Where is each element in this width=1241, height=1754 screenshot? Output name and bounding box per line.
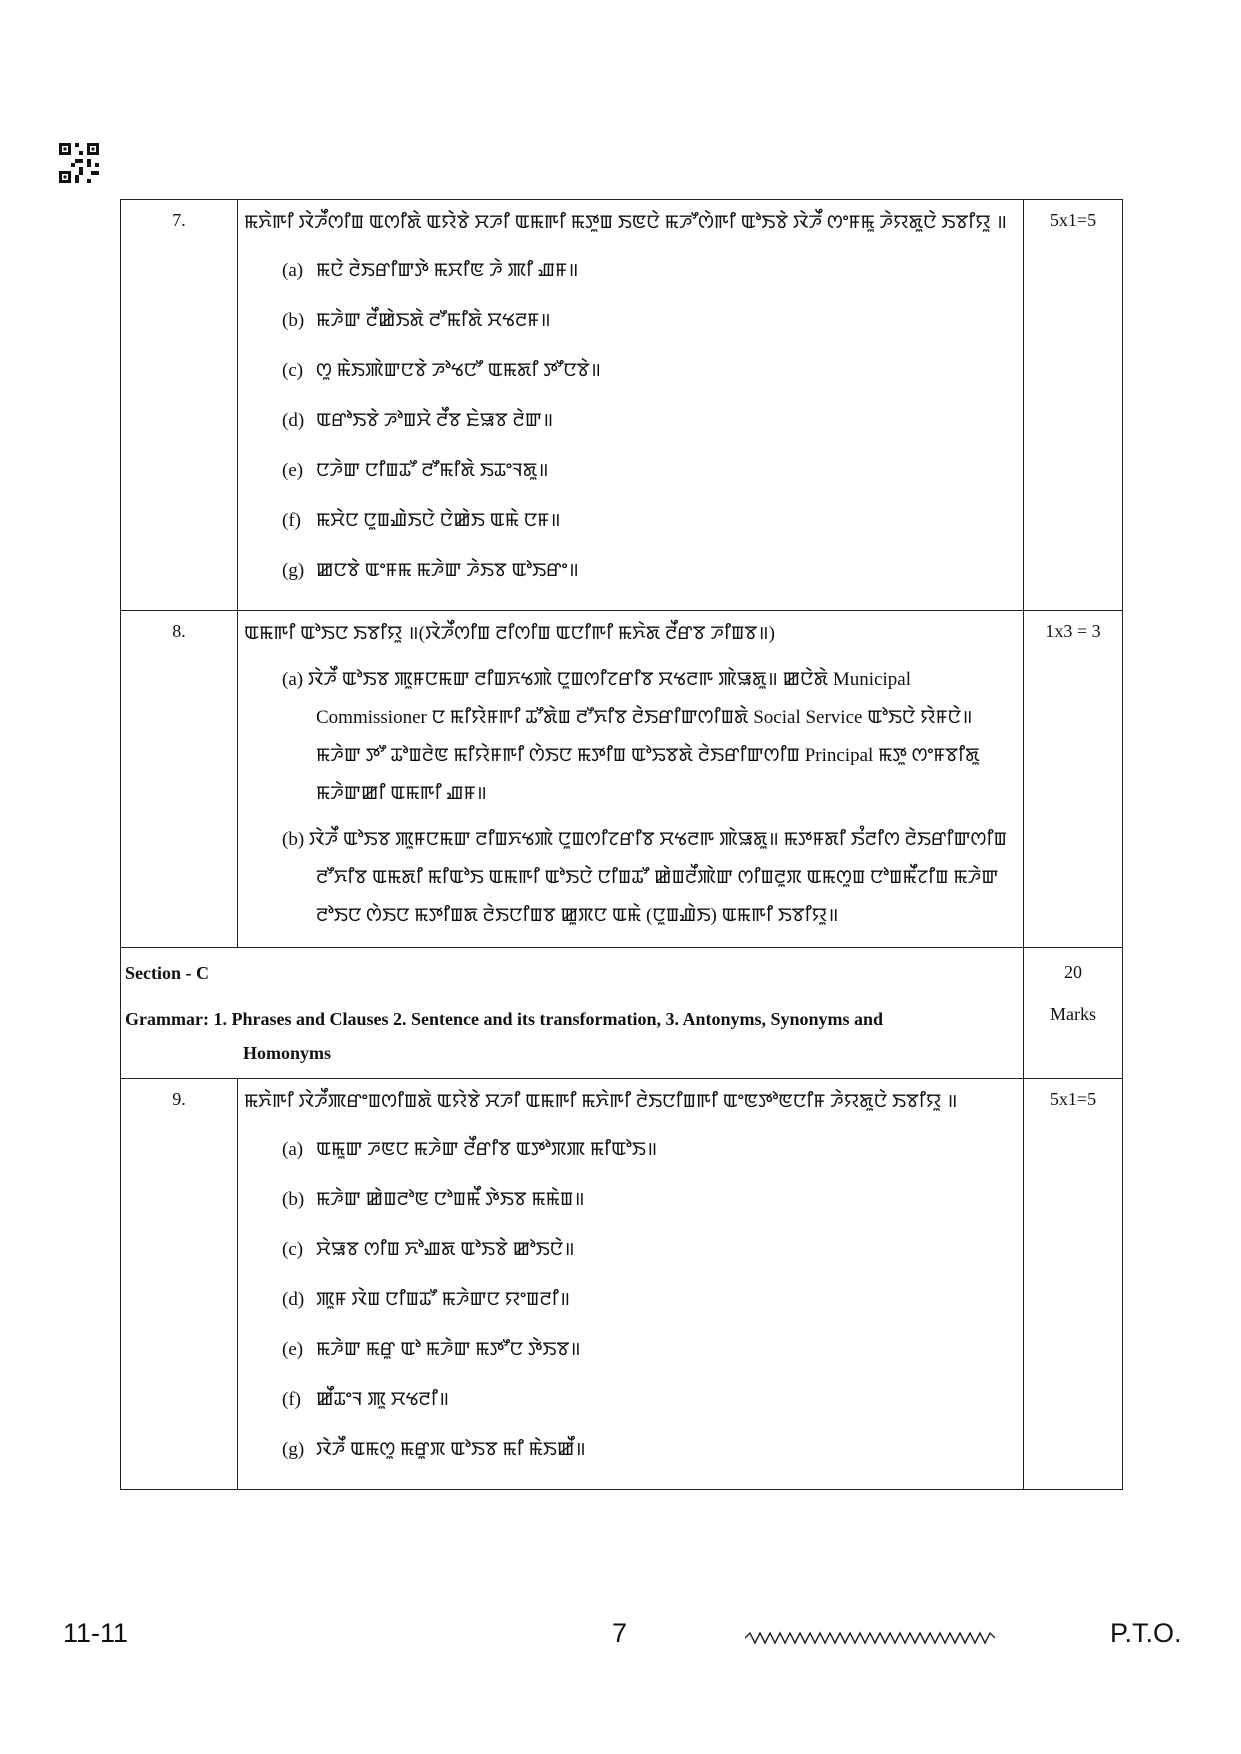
option-item: (b) ꯃꯍꯥꯛ ꯀꯥꯡꯂꯣꯟ ꯅꯣꯡꯃꯩ ꯇꯥꯏꯕ ꯃꯃꯥꯡ॥: [282, 1189, 585, 1210]
section-c-row: [121, 948, 1123, 1079]
option-item: (c) ꯁꯨ ꯃꯥꯏꯄꯥꯛꯅꯕꯥ ꯍꯣꯠꯅꯧ ꯑꯃꯗꯤ ꯇꯧꯅꯕꯥ॥: [282, 360, 602, 381]
paragraph-a: (a) ꯋꯥꯍꯩ ꯑꯣꯏꯕ ꯄꯨꯝꯅꯃꯛ ꯂꯤꯡꯈꯠꯄꯥ ꯅꯨꯡꯁꯤꯖꯔꯤꯕ ꯆꯠꯂꯒ ꯄꯥꯎꯗꯨ॥ ꯀꯅꯥꯗꯥ Municipal Commissioner ꯅ ꯃꯤꯌꯥꯝꯒꯤ ꯊꯧꯗꯥꯡ ꯂꯧꯈꯤꯕ ꯂꯥꯏꯔꯤꯛꯁꯤꯡꯗꯥ Social Service ꯑꯣꯏꯅꯥ ꯌꯥꯝꯅꯥ॥ ꯃꯍꯥꯛ ꯇꯧ ꯊꯣꯡꯂꯥꯟ ꯃꯤꯌꯥꯝꯒꯤ ꯁꯥꯏꯅ ꯃꯇꯤꯡ ꯑꯣꯢꯕꯗꯥ ꯂꯥꯏꯔꯤꯛꯁꯤꯡ Principal ꯃꯇꯨ ꯁꯦꯝꯕꯤꯗꯨ ꯃꯍꯥꯛꯀꯤ ꯑꯃꯒꯤ ꯉꯝ॥: [282, 669, 980, 804]
paragraph-b: (b) ꯋꯥꯍꯩ ꯑꯣꯏꯕ ꯄꯨꯝꯅꯃꯛ ꯂꯤꯡꯈꯠꯄꯥ ꯅꯨꯡꯁꯤꯖꯔꯤꯕ ꯆꯠꯂꯒ ꯄꯥꯎꯗꯨ॥ ꯃꯇꯝꯗꯤ ꯏꯪꯂꯤꯁ ꯂꯥꯏꯔꯤꯛꯁꯤꯡ ꯂꯧꯈꯤꯕ ꯑꯃꯗꯤ ꯃꯤꯑꯣꯏ ꯑꯃꯒꯤ ꯑꯣꯏꯅꯥ ꯅꯤꯡꯊꯧ ꯀꯥꯡꯂꯩꯄꯥꯛ ꯁꯤꯡꯂꯨꯞ ꯑꯃꯁꯨꯡ ꯅꯣꯡꯃꯩꯖꯤꯡ ꯃꯍꯥꯛ ꯂꯣꯏꯅ ꯁꯥꯏꯅ ꯃꯇꯤꯡꯗ ꯂꯥꯏꯅꯤꯡꯕ ꯀꯨꯞꯅ ꯑꯃꯥ (ꯅꯨꯡꯉꯥꯏ) ꯑꯃꯒꯤ ꯏꯕꯤꯌꯨ॥: [282, 829, 1007, 926]
option-item: (f) ꯀꯩꯊꯦꯜ ꯄꯨ ꯆꯠꯂꯤ॥: [282, 1389, 450, 1410]
question-number: 8.: [121, 611, 238, 948]
option-item: (g) ꯀꯅꯕꯥ ꯑꯦꯝꯃ ꯃꯍꯥꯛ ꯍꯥꯏꯕ ꯑꯣꯏꯔꯦ॥: [282, 560, 579, 581]
section-grammar-cont: Homonyms: [243, 1043, 332, 1063]
option-item: (g) ꯋꯥꯍꯩ ꯑꯃꯁꯨ ꯃꯔꯨꯞ ꯑꯣꯏꯕ ꯃꯤ ꯃꯥꯏꯀꯩ॥: [282, 1439, 586, 1460]
options-list: [282, 246, 1015, 596]
marks-cell: 5x1=5: [1024, 1079, 1123, 1490]
question-row-7: [121, 200, 1123, 611]
option-item: (a) ꯑꯃꯨꯛ ꯍꯟꯅ ꯃꯍꯥꯛ ꯂꯩꯔꯤꯕ ꯑꯇꯣꯞꯄ ꯃꯤꯑꯣꯏ॥: [282, 1139, 658, 1160]
option-item: (e) ꯅꯍꯥꯛ ꯅꯤꯡꯊꯧ ꯂꯧꯃꯤꯗꯥ ꯏꯊꯦꯜꯗꯨ॥: [282, 460, 549, 481]
question-instruction: ꯑꯃꯒꯤ ꯑꯣꯏꯅ ꯏꯕꯤꯌꯨ ॥(ꯋꯥꯍꯩꯁꯤꯡ ꯂꯤꯁꯤꯡ ꯑꯅꯤꯒꯤ ꯃꯈꯥꯗ ꯂꯩꯔꯕ ꯍꯤꯡꯕ॥): [244, 623, 775, 644]
question-row-9: [121, 1079, 1123, 1490]
wavy-line-decoration: [745, 1630, 995, 1646]
question-instruction: ꯃꯈꯥꯒꯤ ꯋꯥꯍꯩꯁꯤꯡ ꯑꯁꯤꯗꯥ ꯑꯌꯥꯕꯥ ꯆꯍꯤ ꯑꯃꯒꯤ ꯃꯇꯨꯡ ꯏꯟꯅꯥ ꯃꯍꯧꯁꯥꯒꯤ ꯑꯣꯏꯕꯥ ꯋꯥꯍꯩ ꯁꯦꯝꯃꯨ ꯍꯥꯌꯗꯨꯅꯥ ꯏꯕꯤꯌꯨ ॥: [244, 212, 1007, 233]
option-item: (e) ꯃꯍꯥꯛ ꯃꯔꯨ ꯑꯣ ꯃꯍꯥꯛ ꯃꯇꯧꯅ ꯇꯥꯏꯕ॥: [282, 1339, 581, 1360]
pto-label: P.T.O.: [1110, 1618, 1182, 1648]
option-item: (a) ꯃꯅꯥ ꯂꯥꯏꯔꯤꯛꯇꯥ ꯃꯆꯤꯟ ꯍꯥ ꯄꯤ ꯉꯝ॥: [282, 260, 579, 281]
marks-cell: 1x3 = 3: [1024, 611, 1123, 948]
option-item: (c) ꯆꯥꯎꯕ ꯁꯤꯡ ꯈꯣꯉꯗ ꯑꯣꯏꯕꯥ ꯀꯣꯏꯅꯥ॥: [282, 1239, 575, 1260]
question-number: 7.: [121, 200, 238, 611]
option-item: (b) ꯃꯍꯥꯛ ꯂꯩꯀꯥꯏꯗꯥ ꯂꯧꯃꯤꯗꯥ ꯆꯠꯂꯝ॥: [282, 310, 551, 331]
option-item: (d) ꯄꯨꯝ ꯋꯥꯡ ꯅꯤꯡꯊꯧ ꯃꯍꯥꯛꯅ ꯌꯦꯡꯂꯤ॥: [282, 1289, 571, 1310]
option-item: (d) ꯑꯔꯣꯏꯕꯥ ꯍꯣꯡꯆꯥ ꯂꯩꯕ ꯐꯥꯎꯕ ꯂꯥꯛ॥: [282, 410, 554, 431]
options-list: [282, 1125, 1015, 1475]
question-number: 9.: [121, 1079, 238, 1490]
section-marks-label: Marks: [1050, 1004, 1096, 1024]
section-grammar: Grammar: 1. Phrases and Clauses 2. Sentence and its transformation, 3. Antonyms, Synonyms and: [125, 1009, 884, 1029]
paper-code: 11-11: [63, 1618, 129, 1648]
marks-cell: 5x1=5: [1024, 200, 1123, 611]
question-instruction: ꯃꯈꯥꯒꯤ ꯋꯥꯍꯩꯄꯔꯦꯡꯁꯤꯡꯗꯥ ꯑꯌꯥꯕꯥ ꯆꯍꯤ ꯑꯃꯒꯤ ꯃꯈꯥꯒꯤ ꯂꯥꯏꯅꯤꯡꯒꯤ ꯑꯦꯟꯇꯣꯟꯅꯤꯝ ꯍꯥꯌꯗꯨꯅꯥ ꯏꯕꯤꯌꯨ ॥: [244, 1091, 958, 1112]
page-number: 7: [612, 1618, 628, 1648]
question-row-8: [121, 611, 1123, 948]
option-item: (f) ꯃꯆꯥꯅ ꯅꯨꯡꯉꯥꯏꯅꯥ ꯅꯥꯀꯥꯏ ꯑꯃꯥ ꯅꯝ॥: [282, 510, 561, 531]
question-table: [120, 199, 1123, 1490]
qr-code-icon: [59, 143, 99, 183]
section-title: Section - C: [125, 963, 209, 983]
section-marks: 20: [1064, 962, 1082, 982]
